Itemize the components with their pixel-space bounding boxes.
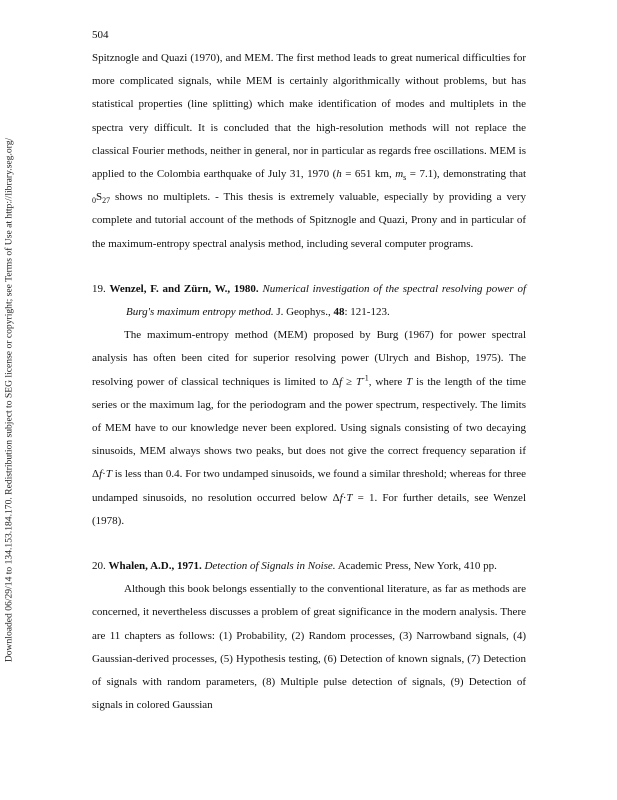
continued-text-a: Spitznogle and Quazi (1970), and MEM. The first method leads to great numerical difficulties for more complicated signals, while MEM is certainly algorithmically without problems, but has statistical properties (line splitting) which make identification of modes and multiplets in the spectra very difficult. It is concluded that the high-resolution methods will not replace the classical Fourier methods, neither in general, nor in particular as regards free oscillations. MEM is applied to the Colombia earthquake of July 31, 1970 ( <box>92 52 526 181</box>
download-notice <box>1 8 17 792</box>
entry-volume: 48 <box>333 306 345 319</box>
page-number: 504 <box>92 29 109 41</box>
freq-var: f <box>99 468 103 481</box>
magnitude-sub: s <box>403 173 407 183</box>
magnitude-value: = 7.1), demonstrating that <box>406 168 527 181</box>
download-notice-text: Downloaded 06/29/14 to 134.153.184.170. Redistribution subject to SEG license or copyright; see Terms of Use at http://library.seg.org/ <box>3 137 15 663</box>
time-var: T <box>355 375 363 388</box>
magnitude-var: m <box>395 168 404 181</box>
entry-20-abstract: Although this book belongs essentially to the conventional literature, as far as methods are concerned, it nevertheless discusses a problem of great significance in the modern analysis. There are 11 chapters as follows: (1) Probability, (2) Random processes, (3) Narrowband signals, (4) Gaussian-derived processes, (5) Hypothesis testing, (6) Detection of known signals, (7) Detection of signals with random parameters, (8) Multiple pulse detection of signals, (9) Detection of signals in colored Gaussian <box>92 583 526 712</box>
ge-symbol: ≥ <box>342 375 356 388</box>
reference-entry-19 <box>92 278 526 324</box>
abstract-text-a: The maximum-entropy method (MEM) proposed by Burg (1967) for power spectral analysis has often been cited for superior resolving power (Ulrych and Bishop, 1975). The resolving power of classical techniques is limited to Δ <box>92 329 526 388</box>
reference-entry-20 <box>92 555 526 578</box>
abstract-text-c: is the length of the time series or the maximum lag, for the periodogram and the power spectrum, respectively. The limits of MEM have to our knowledge never been explored. Using signals consisting of two decaying sinusoids, MEM always shows two peaks, but does not give the correct frequency separation if Δ <box>92 375 526 481</box>
time-var: T <box>346 491 353 504</box>
freq-var: f <box>339 491 343 504</box>
entry-title: Detection of Signals in Noise. <box>204 560 336 573</box>
time-var: T <box>105 468 112 481</box>
page-content <box>92 24 526 717</box>
mode-prefix-sub: 0 <box>92 196 96 206</box>
dot-symbol: · <box>102 468 106 481</box>
entry-source: J. Geophys., <box>273 306 334 319</box>
depth-var: h <box>336 168 342 181</box>
entry-authors: Whalen, A.D., 1971. <box>108 560 202 573</box>
entry-number: 20. <box>92 560 109 573</box>
time-var: T <box>406 375 413 388</box>
entry-pages: : 121-123. <box>344 306 390 319</box>
mode-symbol: S <box>96 191 103 204</box>
entry-number: 19. <box>92 282 110 295</box>
mode-sub: 27 <box>102 196 111 206</box>
entry-authors: Wenzel, F. and Zürn, W., 1980. <box>109 282 259 295</box>
entry-title: Numerical investigation of the spectral resolving power of Burg's maximum entropy method. <box>126 282 527 319</box>
dot-symbol: · <box>342 491 347 504</box>
abstract-text-d: is less than 0.4. For two undamped sinusoids, we found a similar threshold; whereas for three undamped sinusoids, no resolution occurred below Δ <box>92 468 526 504</box>
abstract-text-e: = 1. For further details, see Wenzel (1978). <box>92 491 527 527</box>
entry-source: Academic Press, New York, 410 pp. <box>335 560 497 573</box>
entry-19-abstract <box>92 324 526 533</box>
abstract-text-b: , where <box>368 375 407 388</box>
freq-var: f <box>339 375 343 388</box>
continued-paragraph <box>92 47 526 256</box>
inverse-sup: -1 <box>362 372 369 382</box>
depth-value: = 651 km, <box>341 168 396 181</box>
continued-text-b: shows no multiplets. - This thesis is extremely valuable, especially by providing a very complete and tutorial account of the methods of Spitznogle and Quazi, Prony and in particular of the maximum-entropy spectral analysis method, including several computer programs. <box>92 191 526 250</box>
